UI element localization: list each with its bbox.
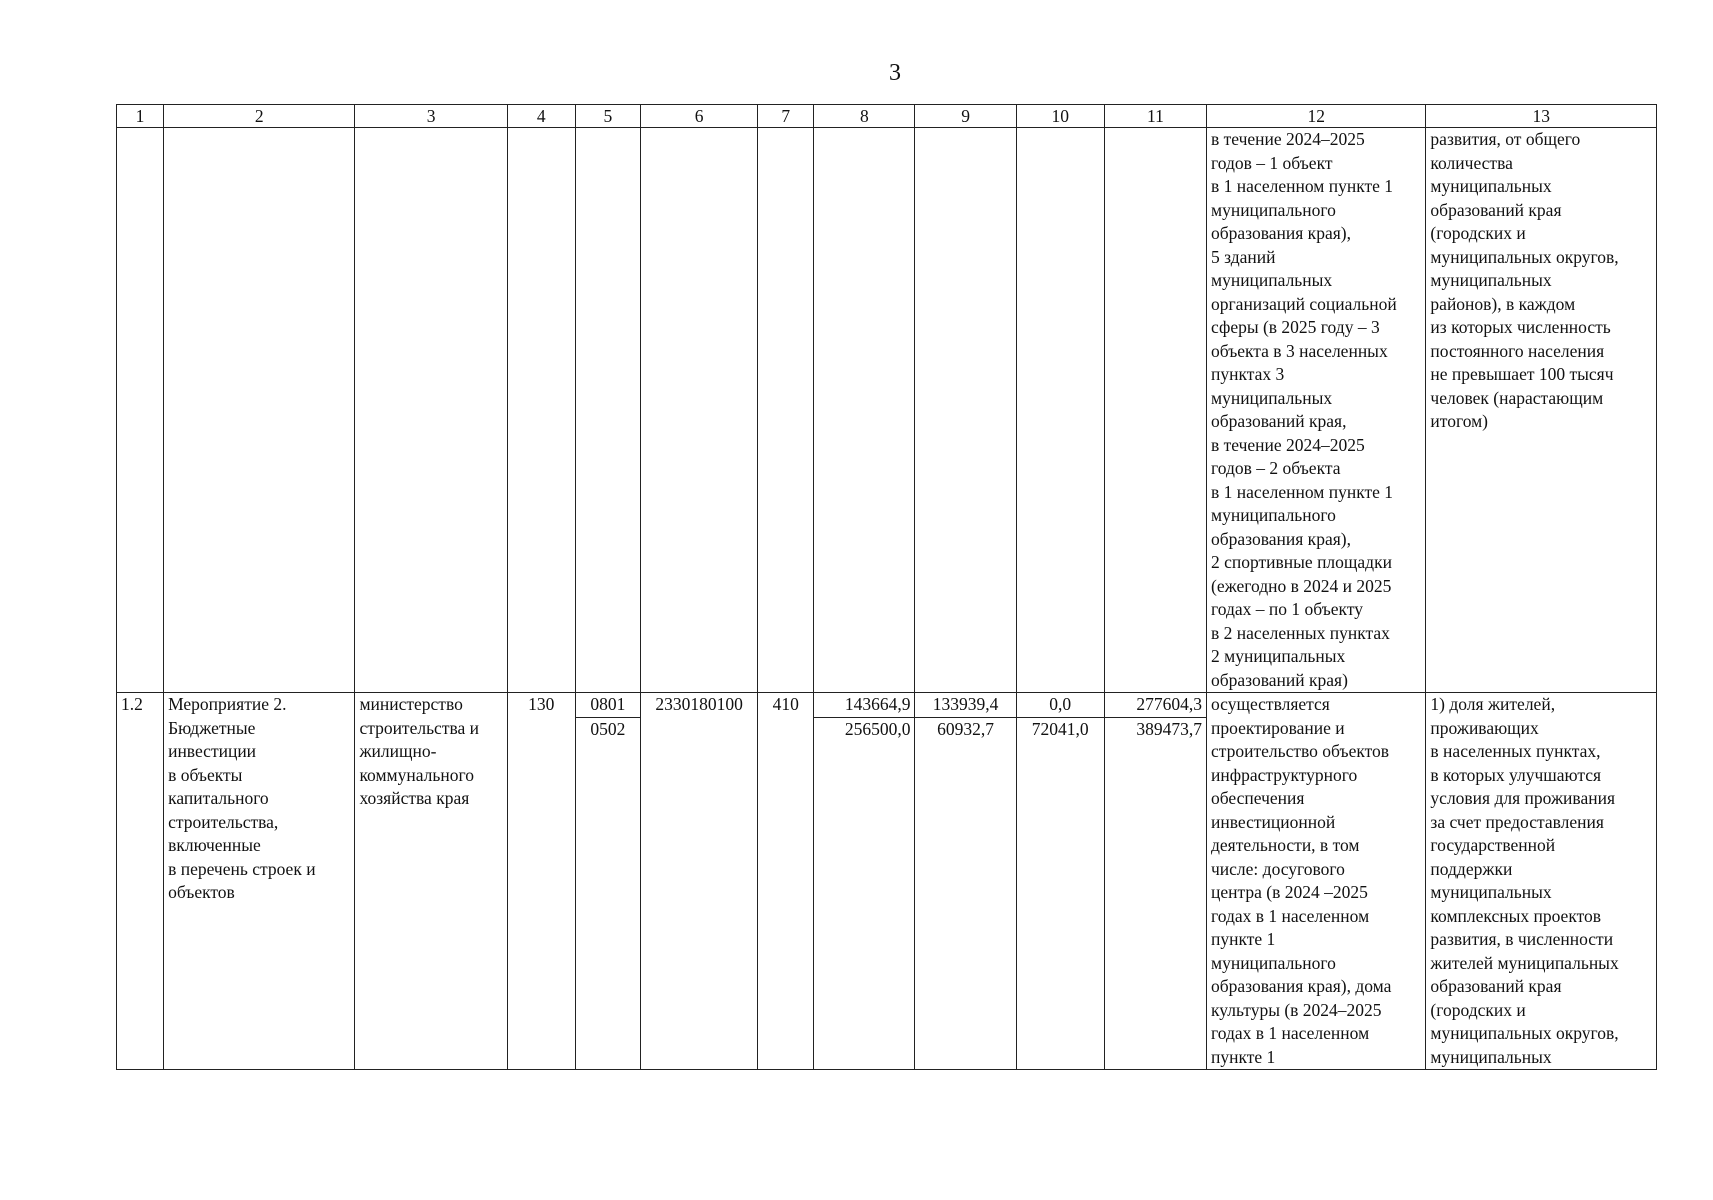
cell-empty <box>640 128 757 693</box>
column-number: 5 <box>575 105 640 128</box>
amount-col11-cell <box>1104 693 1206 1070</box>
vr-code: 410 <box>758 693 814 1070</box>
grbs-code: 130 <box>507 693 575 1070</box>
amount-col9-2: 60932,7 <box>937 718 994 739</box>
rzpr-code-2: 0502 <box>590 718 626 739</box>
executor: министерство строительства и жилищно- коммунального хозяйства края <box>355 693 507 1070</box>
amount-col11-2: 389473,7 <box>1136 718 1202 739</box>
column-number: 7 <box>758 105 814 128</box>
cell-empty <box>575 128 640 693</box>
amount-col8-2: 256500,0 <box>844 718 911 739</box>
cell-empty <box>1104 128 1206 693</box>
result-cell-continued: в течение 2024–2025 годов – 1 объект в 1 населенном пункте 1 муниципального образования края), 5 зданий муниципальных организаций социальной сферы (в 2025 году – 3 объекта в 3 населенных пунктах 3 муниципальных образований края, в течение 2024–2025 годов – 2 объекта в 1 населенном пункте 1 муниципального образования края), 2 спортивные площадки (ежегодно в 2024 и 2025 годах – по 1 объекту в 2 населенных пунктах 2 муниципальных образований края) <box>1207 128 1426 693</box>
cell-empty <box>507 128 575 693</box>
cell-empty <box>355 128 507 693</box>
amount-col10-2: 72041,0 <box>1031 718 1089 739</box>
indicator-cell: 1) доля жителей, проживающих в населенных пунктах, в которых улучшаются условия для проживания за счет предоставления государственной поддержки муниципальных комплексных проектов развития, в численности жителей муниципальных образований края (городских и муниципальных округов, муниципальных <box>1426 693 1657 1070</box>
cell-empty <box>1016 128 1104 693</box>
page-number: 3 <box>889 60 901 86</box>
column-number: 3 <box>355 105 507 128</box>
amount-col8-cell <box>814 693 915 1070</box>
program-table <box>116 104 1657 1070</box>
measure-name: Мероприятие 2. Бюджетные инвестиции в объекты капитального строительства, включенные в перечень строек и объектов <box>164 693 355 1070</box>
column-number: 8 <box>814 105 915 128</box>
amount-col10-1: 0,0 <box>1017 693 1104 718</box>
amount-col9-cell <box>915 693 1016 1070</box>
cell-empty <box>117 128 164 693</box>
cell-empty <box>814 128 915 693</box>
rzpr-cell <box>575 693 640 1070</box>
column-number: 10 <box>1016 105 1104 128</box>
amount-col10-cell <box>1016 693 1104 1070</box>
column-number: 12 <box>1207 105 1426 128</box>
table-row-1-2 <box>117 693 1657 1070</box>
column-number: 2 <box>164 105 355 128</box>
indicator-cell-continued: развития, от общего количества муниципальных образований края (городских и муниципальных округов, муниципальных районов), в каждом из которых численность постоянного населения не превышает 100 тысяч человек (нарастающим итогом) <box>1426 128 1657 693</box>
table-row-continued <box>117 128 1657 693</box>
result-cell: осуществляется проектирование и строительство объектов инфраструктурного обеспечения инвестиционной деятельности, в том числе: досугового центра (в 2024 –2025 годах в 1 населенном пункте 1 муниципального образования края), дома культуры (в 2024–2025 годах в 1 населенном пункте 1 <box>1207 693 1426 1070</box>
rzpr-code-1: 0801 <box>576 693 640 718</box>
column-number: 1 <box>117 105 164 128</box>
column-number: 9 <box>915 105 1016 128</box>
amount-col9-1: 133939,4 <box>915 693 1015 718</box>
cell-empty <box>758 128 814 693</box>
column-number: 4 <box>507 105 575 128</box>
column-number-row <box>117 105 1657 128</box>
column-number: 11 <box>1104 105 1206 128</box>
column-number: 13 <box>1426 105 1657 128</box>
column-number: 6 <box>640 105 757 128</box>
cell-empty <box>915 128 1016 693</box>
amount-col11-1: 277604,3 <box>1105 693 1206 718</box>
row-number: 1.2 <box>117 693 164 1070</box>
csr-code: 2330180100 <box>640 693 757 1070</box>
cell-empty <box>164 128 355 693</box>
amount-col8-1: 143664,9 <box>814 693 914 718</box>
